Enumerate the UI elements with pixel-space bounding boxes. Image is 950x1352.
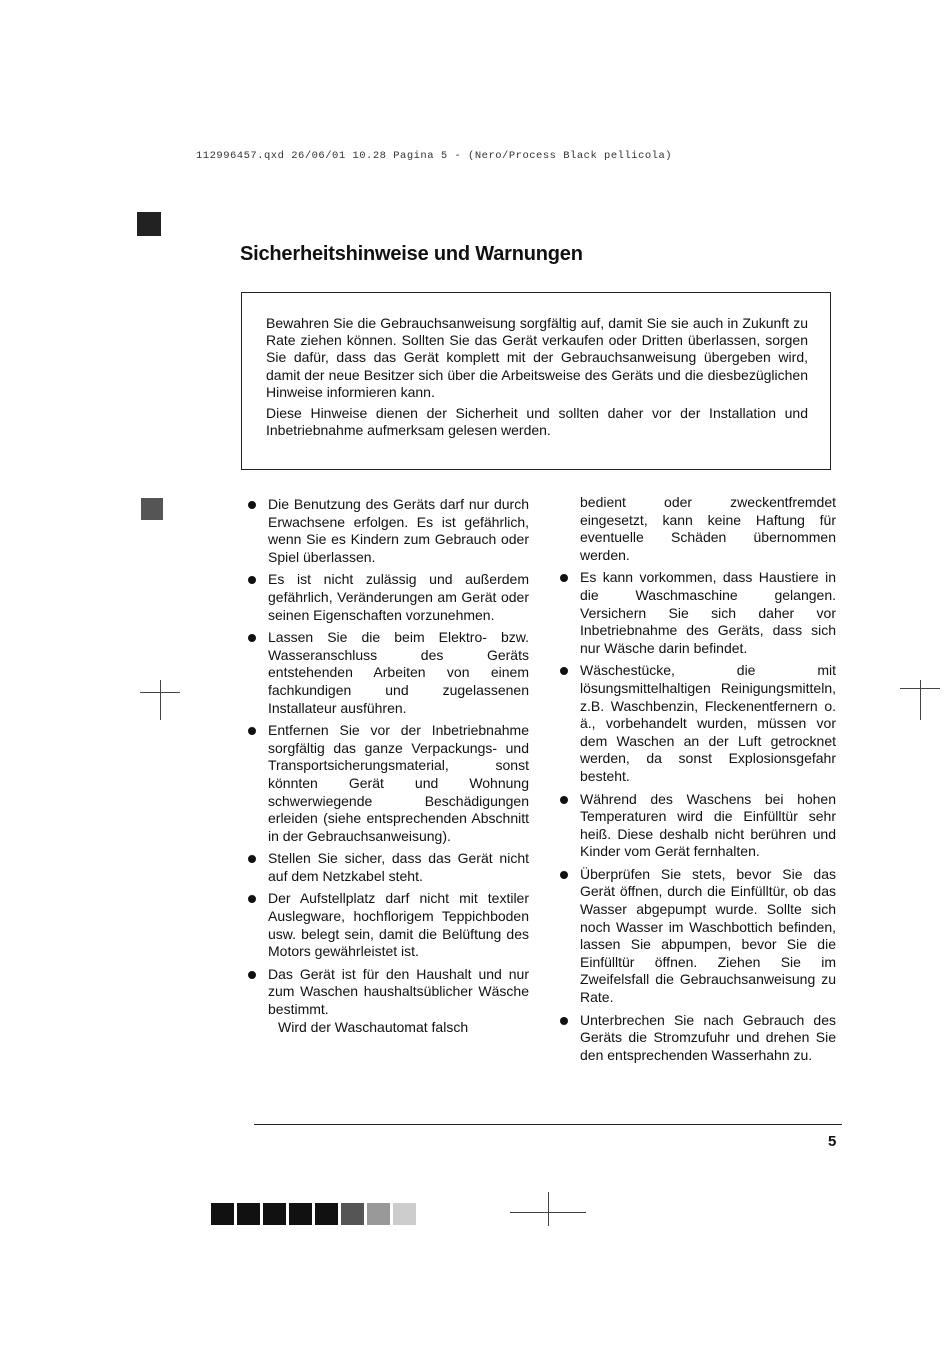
right-column xyxy=(556,494,836,1069)
list-item-text: Während des Waschens bei hohen Temperaturen wird die Einfülltür sehr heiß. Diese deshalb nicht berühren und Kinder vom Gerät fernhalten. xyxy=(580,790,836,860)
color-swatch xyxy=(263,1203,286,1225)
bullet-icon xyxy=(248,855,256,863)
right-continuation-text: bedient oder zweckentfremdet eingesetzt, kann keine Haftung für eventuelle Schäden übernommen werden. xyxy=(580,494,836,563)
list-item-text: Wäschestücke, die mit lösungsmittelhaltigen Reinigungsmitteln, z.B. Waschbenzin, Fleckenentfernern o. ä., vorbehandelt wurden, müssen vor dem Waschen an der Luft getrocknet werden, da sonst Explosionsgefahr besteht. xyxy=(580,662,836,784)
bullet-icon xyxy=(248,501,256,509)
crop-mark-left-icon xyxy=(140,680,180,720)
bullet-icon xyxy=(560,796,568,804)
bullet-icon xyxy=(560,574,568,582)
list-item-text: Überprüfen Sie stets, bevor Sie das Gerät öffnen, durch die Einfülltür, ob das Wasser abgepumpt wurde. Sollte sich noch Wasser im Waschbottich befinden, lassen Sie abpumpen, bevor Sie die Einfülltür öffnen. Ziehen Sie im Zweifelsfall die Gebrauchsanweisung zu Rate. xyxy=(580,865,836,1006)
list-item xyxy=(244,890,529,960)
list-item xyxy=(556,662,836,785)
list-item-text: Das Gerät ist für den Haushalt und nur zum Waschen haushaltsüblicher Wäsche bestimmt. xyxy=(268,965,529,1018)
list-item-text: Unterbrechen Sie nach Gebrauch des Geräts die Stromzufuhr und drehen Sie den entsprechenden Wasserhahn zu. xyxy=(580,1011,836,1063)
left-warning-list xyxy=(244,496,529,1019)
footer-rule xyxy=(254,1124,842,1125)
list-item-text: Es kann vorkommen, dass Haustiere in die Waschmaschine gelangen. Versichern Sie sich daher vor Inbetriebnahme des Geräts, dass sich nur Wäsche darin befindet. xyxy=(580,569,836,656)
list-item xyxy=(244,571,529,624)
list-item-text: Die Benutzung des Geräts darf nur durch Erwachsene erfolgen. Es ist gefährlich, wenn Sie es Kindern zum Gebrauch oder Spiel überlassen. xyxy=(268,496,529,565)
list-item-text: Stellen Sie sicher, dass das Gerät nicht auf dem Netzkabel steht. xyxy=(268,850,529,884)
notice-paragraph-1: Bewahren Sie die Gebrauchsanweisung sorgfältig auf, damit Sie sie auch in Zukunft zu Rate ziehen können. Sollten Sie das Gerät verkaufen oder Dritten überlassen, sorgen Sie dafür, dass das Gerät komplett mit der Gebrauchsanweisung übergeben wird, damit der neue Besitzer sich über die Arbeitsweise des Geräts und die diesbezüglichen Hinweise informieren kann. xyxy=(266,315,808,400)
list-item xyxy=(556,569,836,657)
bullet-icon xyxy=(248,727,256,735)
list-item-text: Lassen Sie die beim Elektro- bzw. Wasseranschluss des Geräts entstehenden Arbeiten von einem fachkundigen und zugelassenen Installateur ausführen. xyxy=(268,629,529,716)
registration-square-middle xyxy=(141,498,163,520)
list-item-text: Es ist nicht zulässig und außerdem gefährlich, Veränderungen am Gerät oder seinen Eigenschaften vorzunehmen. xyxy=(268,571,529,623)
bullet-icon xyxy=(560,667,568,675)
crop-mark-right-icon xyxy=(900,676,940,720)
bullet-icon xyxy=(560,1017,568,1025)
color-swatch xyxy=(367,1203,390,1225)
page-number: 5 xyxy=(828,1133,837,1150)
list-item xyxy=(244,722,529,845)
notice-paragraph-2: Diese Hinweise dienen der Sicherheit und sollten daher vor der Installation und Inbetriebnahme aufmerksam gelesen werden. xyxy=(266,405,808,439)
bullet-icon xyxy=(248,895,256,903)
crop-mark-bottom-icon xyxy=(510,1192,586,1226)
color-swatch xyxy=(341,1203,364,1225)
list-item xyxy=(556,1012,836,1065)
bullet-icon xyxy=(248,576,256,584)
page-title: Sicherheitshinweise und Warnungen xyxy=(240,243,583,265)
list-item xyxy=(244,496,529,566)
bullet-icon xyxy=(248,634,256,642)
print-slug-header: 112996457.qxd 26/06/01 10.28 Pagina 5 - (Nero/Process Black pellicola) xyxy=(196,150,673,162)
color-swatch xyxy=(237,1203,260,1225)
list-item xyxy=(244,629,529,717)
color-swatch xyxy=(211,1203,234,1225)
bullet-icon xyxy=(248,971,256,979)
color-swatch xyxy=(393,1203,416,1225)
color-calibration-bar xyxy=(211,1203,416,1225)
registration-square-top xyxy=(137,212,161,236)
list-item xyxy=(556,791,836,861)
bullet-icon xyxy=(560,871,568,879)
left-column-tail: Wird der Waschautomat falsch xyxy=(278,1018,469,1035)
list-item xyxy=(244,850,529,885)
color-swatch xyxy=(289,1203,312,1225)
list-item-text: Entfernen Sie vor der Inbetriebnahme sorgfältig das ganze Verpackungs- und Transportsicherungsmaterial, sonst könnten Gerät und Wohnung schwerwiegende Beschädigungen erleiden (siehe entsprechenden Abschnitt in der Gebrauchsanweisung). xyxy=(268,722,529,844)
color-swatch xyxy=(315,1203,338,1225)
list-item xyxy=(244,966,529,1019)
left-column xyxy=(244,496,529,1036)
list-item xyxy=(556,866,836,1007)
right-warning-list xyxy=(556,569,836,1064)
list-item-text: Der Aufstellplatz darf nicht mit textiler Auslegware, hochflorigem Teppichboden usw. belegt sein, damit die Belüftung des Motors gewährleistet ist. xyxy=(268,890,529,960)
notice-box xyxy=(241,292,831,470)
